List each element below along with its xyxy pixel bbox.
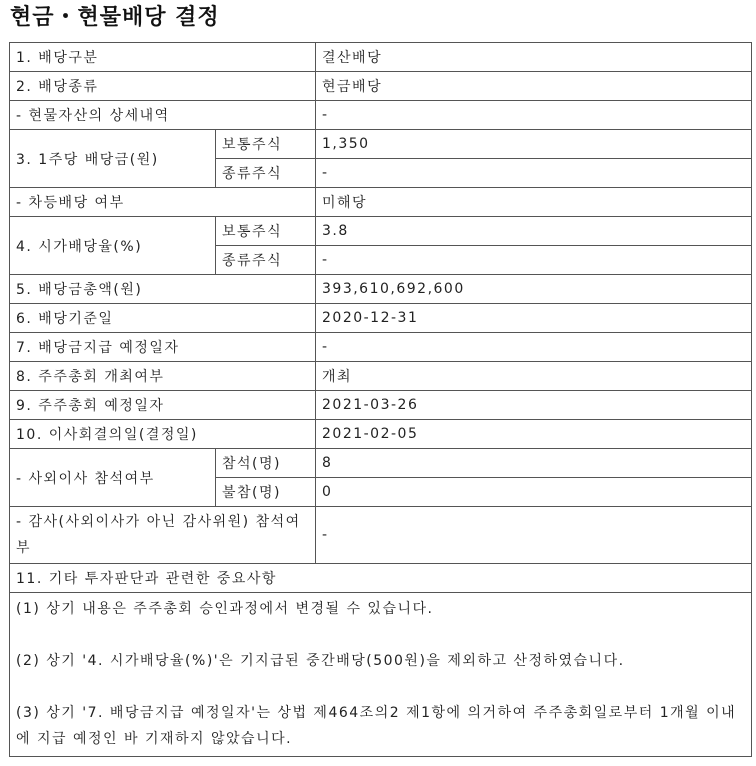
dividend-kind-value: 현금배당 (316, 72, 752, 101)
board-resolution-date-value: 2021-02-05 (316, 420, 752, 449)
yield-common-value: 3.8 (316, 217, 752, 246)
yield-preferred-label: 종류주식 (216, 246, 316, 275)
differential-dividend-value: 미해당 (316, 188, 752, 217)
table-row (10, 593, 752, 757)
yield-common-label: 보통주식 (216, 217, 316, 246)
total-dividend-value: 393,610,692,600 (316, 275, 752, 304)
dividend-type-label: 1. 배당구분 (10, 43, 316, 72)
table-row (10, 507, 752, 564)
page-title: 현금・현물배당 결정 (10, 5, 220, 30)
payment-date-label: 7. 배당금지급 예정일자 (10, 333, 316, 362)
dividend-decision-table (9, 42, 752, 757)
attendance-absent-value: 0 (316, 478, 752, 507)
dividend-yield-label: 4. 시가배당율(%) (10, 217, 216, 275)
differential-dividend-label: - 차등배당 여부 (10, 188, 316, 217)
table-row (10, 130, 752, 159)
table-row (10, 449, 752, 478)
dividend-per-share-label: 3. 1주당 배당금(원) (10, 130, 216, 188)
record-date-label: 6. 배당기준일 (10, 304, 316, 333)
table-row (10, 275, 752, 304)
payment-date-value: - (316, 333, 752, 362)
in-kind-asset-detail-value: - (316, 101, 752, 130)
agm-held-value: 개최 (316, 362, 752, 391)
record-date-value: 2020-12-31 (316, 304, 752, 333)
note-item: (2) 상기 '4. 시가배당율(%)'은 기지급된 중간배당(500원)을 제외하고 산정하였습니다. (16, 653, 625, 669)
table-row (10, 217, 752, 246)
board-resolution-date-label: 10. 이사회결의일(결정일) (10, 420, 316, 449)
table-row (10, 304, 752, 333)
table-row (10, 564, 752, 593)
in-kind-asset-detail-label: - 현물자산의 상세내역 (10, 101, 316, 130)
dps-preferred-label: 종류주식 (216, 159, 316, 188)
attendance-present-value: 8 (316, 449, 752, 478)
table-row (10, 391, 752, 420)
table-row (10, 43, 752, 72)
note-item: (3) 상기 '7. 배당금지급 예정일자'는 상법 제464조의2 제1항에 의거하여 주주총회일로부터 1개월 이내에 지급 예정인 바 기재하지 않았습니다. (16, 705, 737, 747)
dps-common-value: 1,350 (316, 130, 752, 159)
outside-director-attendance-label: - 사외이사 참석여부 (10, 449, 216, 507)
table-row (10, 420, 752, 449)
agm-held-label: 8. 주주총회 개최여부 (10, 362, 316, 391)
yield-preferred-value: - (316, 246, 752, 275)
dividend-kind-label: 2. 배당종류 (10, 72, 316, 101)
dividend-type-value: 결산배당 (316, 43, 752, 72)
table-row (10, 333, 752, 362)
dps-preferred-value: - (316, 159, 752, 188)
table-row (10, 362, 752, 391)
attendance-absent-label: 불참(명) (216, 478, 316, 507)
agm-date-label: 9. 주주총회 예정일자 (10, 391, 316, 420)
dps-common-label: 보통주식 (216, 130, 316, 159)
table-row (10, 72, 752, 101)
other-matters-heading: 11. 기타 투자판단과 관련한 중요사항 (10, 564, 752, 593)
agm-date-value: 2021-03-26 (316, 391, 752, 420)
table-row (10, 188, 752, 217)
total-dividend-label: 5. 배당금총액(원) (10, 275, 316, 304)
note-item: (1) 상기 내용은 주주총회 승인과정에서 변경될 수 있습니다. (16, 601, 434, 617)
table-row (10, 101, 752, 130)
other-matters-notes (10, 593, 752, 757)
auditor-attendance-value: - (316, 507, 752, 564)
attendance-present-label: 참석(명) (216, 449, 316, 478)
auditor-attendance-label: - 감사(사외이사가 아닌 감사위원) 참석여부 (10, 507, 316, 564)
